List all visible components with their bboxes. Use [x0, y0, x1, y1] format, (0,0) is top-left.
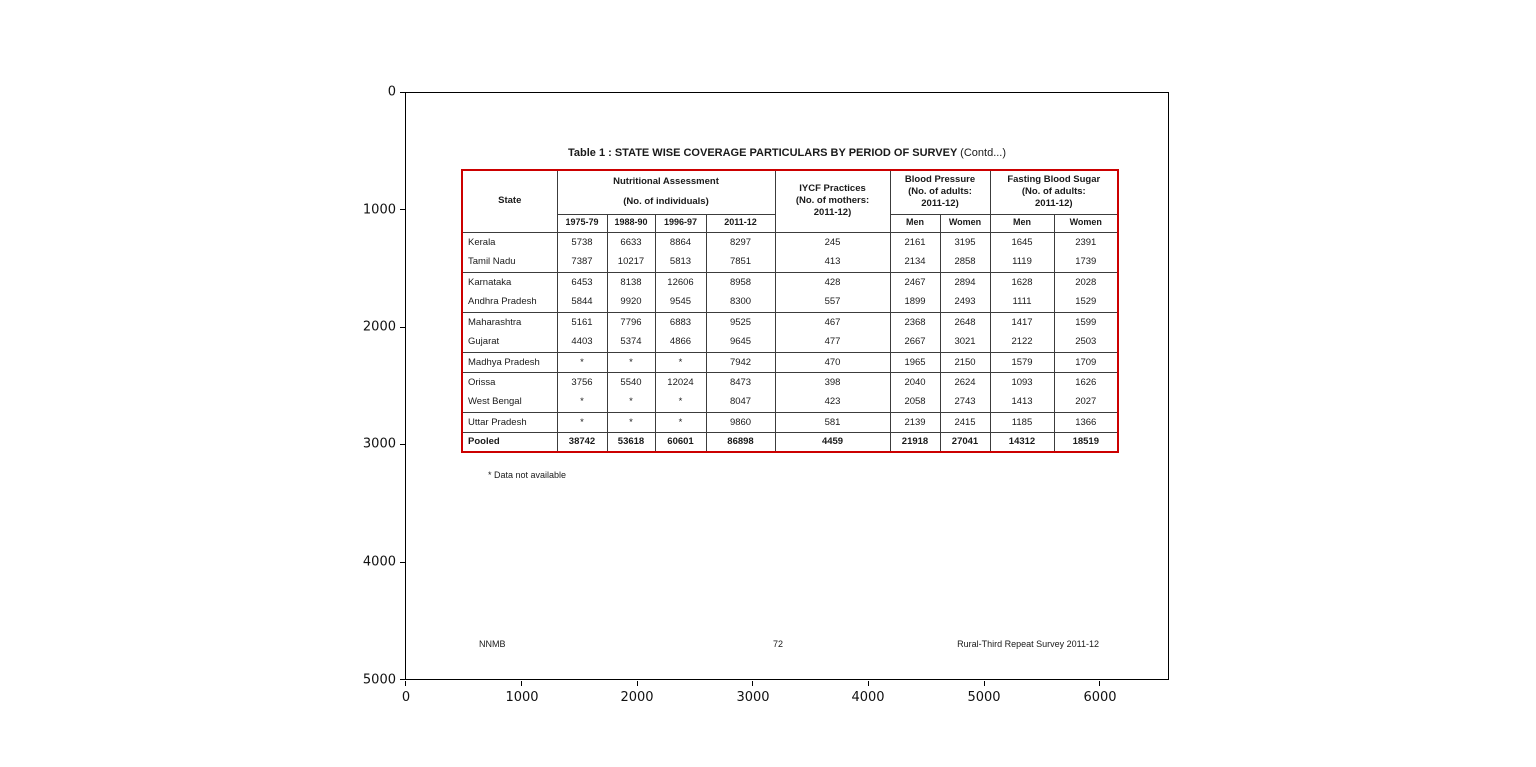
value-cell: 14312 [990, 432, 1054, 452]
col-header-iycf-practices [775, 170, 890, 232]
header-line: IYCF Practices [799, 182, 866, 194]
y-tick-mark [400, 444, 405, 445]
col-header-state: State [462, 170, 557, 232]
value-cell: 7851 [706, 252, 775, 272]
value-cell: * [607, 352, 655, 372]
value-cell: 8297 [706, 232, 775, 252]
table-row [462, 232, 1118, 252]
value-cell: 8864 [655, 232, 706, 252]
state-name-cell: Tamil Nadu [462, 252, 557, 272]
y-tick-mark [400, 327, 405, 328]
value-cell: * [557, 412, 607, 432]
value-cell: 60601 [655, 432, 706, 452]
value-cell: 2150 [940, 352, 990, 372]
state-name-cell: Orissa [462, 372, 557, 392]
value-cell: 1093 [990, 372, 1054, 392]
value-cell: 8958 [706, 272, 775, 292]
value-cell: 423 [775, 392, 890, 412]
value-cell: 6633 [607, 232, 655, 252]
table-row [462, 292, 1118, 312]
coverage-table [461, 169, 1119, 453]
value-cell: 4459 [775, 432, 890, 452]
value-cell: 1628 [990, 272, 1054, 292]
value-cell: 8047 [706, 392, 775, 412]
value-cell: * [607, 392, 655, 412]
value-cell: 477 [775, 332, 890, 352]
value-cell: 53618 [607, 432, 655, 452]
header-line: 2011-12) [921, 198, 959, 210]
x-tick-mark [521, 681, 522, 686]
value-cell: 2058 [890, 392, 940, 412]
header-line: 2011-12) [1035, 198, 1073, 210]
value-cell: 1626 [1054, 372, 1118, 392]
value-cell: 7387 [557, 252, 607, 272]
value-cell: 398 [775, 372, 890, 392]
col-header-fbs-women: Women [1054, 214, 1118, 232]
value-cell: 2648 [940, 312, 990, 332]
value-cell: 2027 [1054, 392, 1118, 412]
table-row [462, 372, 1118, 392]
x-tick-label: 1000 [505, 690, 539, 705]
table-title-suffix: (Contd...) [960, 147, 1007, 159]
x-tick-mark [637, 681, 638, 686]
value-cell: 1709 [1054, 352, 1118, 372]
col-header-fbs-men: Men [990, 214, 1054, 232]
value-cell: 1965 [890, 352, 940, 372]
x-tick-mark [752, 681, 753, 686]
value-cell: 10217 [607, 252, 655, 272]
y-tick-label: 5000 [362, 672, 396, 688]
coverage-table-body [462, 232, 1118, 452]
value-cell: * [557, 352, 607, 372]
value-cell: 1599 [1054, 312, 1118, 332]
x-tick-label: 0 [401, 690, 411, 705]
header-line: (No. of individuals) [623, 196, 709, 208]
x-tick-mark [405, 681, 406, 686]
table-row [462, 432, 1118, 452]
value-cell: 1366 [1054, 412, 1118, 432]
value-cell: 9860 [706, 412, 775, 432]
col-header-year-2011-12: 2011-12 [706, 214, 775, 232]
value-cell: 1579 [990, 352, 1054, 372]
y-tick-mark [400, 679, 405, 680]
value-cell: 12024 [655, 372, 706, 392]
state-name-cell: Kerala [462, 232, 557, 252]
value-cell: 1529 [1054, 292, 1118, 312]
y-tick-label: 2000 [362, 319, 396, 335]
value-cell: 5844 [557, 292, 607, 312]
value-cell: 1111 [990, 292, 1054, 312]
x-tick-mark [868, 681, 869, 686]
y-tick-label: 1000 [362, 202, 396, 218]
y-tick-label: 3000 [362, 436, 396, 452]
value-cell: 245 [775, 232, 890, 252]
value-cell: 2467 [890, 272, 940, 292]
value-cell: 5161 [557, 312, 607, 332]
table-row [462, 312, 1118, 332]
state-name-cell: Uttar Pradesh [462, 412, 557, 432]
col-header-nutritional-assessment [557, 170, 775, 214]
header-line: Nutritional Assessment [613, 175, 719, 187]
value-cell: 1185 [990, 412, 1054, 432]
x-tick-label: 4000 [851, 690, 885, 705]
value-cell: 7796 [607, 312, 655, 332]
value-cell: 1645 [990, 232, 1054, 252]
footer-survey-label: Rural-Third Repeat Survey 2011-12 [957, 639, 1099, 649]
value-cell: * [557, 392, 607, 412]
y-tick-mark [400, 209, 405, 210]
value-cell: 467 [775, 312, 890, 332]
y-tick-mark [400, 562, 405, 563]
value-cell: 9920 [607, 292, 655, 312]
value-cell: 6453 [557, 272, 607, 292]
y-tick-mark [400, 92, 405, 93]
value-cell: 2503 [1054, 332, 1118, 352]
footer-page-number: 72 [772, 639, 783, 649]
value-cell: 3195 [940, 232, 990, 252]
value-cell: 1413 [990, 392, 1054, 412]
col-header-year-1988-90: 1988-90 [607, 214, 655, 232]
value-cell: 7942 [706, 352, 775, 372]
value-cell: 8473 [706, 372, 775, 392]
value-cell: 86898 [706, 432, 775, 452]
value-cell: 3021 [940, 332, 990, 352]
value-cell: * [607, 412, 655, 432]
value-cell: 27041 [940, 432, 990, 452]
value-cell: 5540 [607, 372, 655, 392]
footnote: * Data not available [488, 470, 567, 480]
value-cell: 1119 [990, 252, 1054, 272]
value-cell: 4866 [655, 332, 706, 352]
table-row [462, 332, 1118, 352]
value-cell: 2894 [940, 272, 990, 292]
x-tick-label: 5000 [967, 690, 1001, 705]
table-row [462, 252, 1118, 272]
value-cell: 18519 [1054, 432, 1118, 452]
value-cell: 470 [775, 352, 890, 372]
value-cell: 413 [775, 252, 890, 272]
value-cell: 2368 [890, 312, 940, 332]
value-cell: 12606 [655, 272, 706, 292]
header-line: (No. of mothers: [795, 195, 870, 207]
state-name-cell: Madhya Pradesh [462, 352, 557, 372]
header-line: Blood Pressure [904, 173, 976, 185]
value-cell: 8300 [706, 292, 775, 312]
value-cell: 21918 [890, 432, 940, 452]
table-row [462, 412, 1118, 432]
y-tick-label: 4000 [362, 554, 396, 570]
col-header-bp-men: Men [890, 214, 940, 232]
x-tick-mark [984, 681, 985, 686]
value-cell: 557 [775, 292, 890, 312]
value-cell: 6883 [655, 312, 706, 332]
x-tick-label: 2000 [620, 690, 654, 705]
value-cell: * [655, 352, 706, 372]
value-cell: 8138 [607, 272, 655, 292]
value-cell: 38742 [557, 432, 607, 452]
state-name-cell: Andhra Pradesh [462, 292, 557, 312]
header-line: (No. of adults: [1021, 186, 1086, 198]
value-cell: 2743 [940, 392, 990, 412]
value-cell: 2858 [940, 252, 990, 272]
value-cell: 2415 [940, 412, 990, 432]
value-cell: 4403 [557, 332, 607, 352]
value-cell: 3756 [557, 372, 607, 392]
table-row [462, 272, 1118, 292]
value-cell: 1899 [890, 292, 940, 312]
value-cell: 5813 [655, 252, 706, 272]
table-title [406, 147, 1168, 159]
value-cell: 2161 [890, 232, 940, 252]
header-line: Fasting Blood Sugar [1007, 173, 1101, 185]
value-cell: 2139 [890, 412, 940, 432]
value-cell: 9525 [706, 312, 775, 332]
value-cell: 428 [775, 272, 890, 292]
x-tick-mark [1099, 681, 1100, 686]
table-row [462, 392, 1118, 412]
value-cell: 2134 [890, 252, 940, 272]
state-name-cell: West Bengal [462, 392, 557, 412]
x-tick-label: 6000 [1083, 690, 1117, 705]
value-cell: 2391 [1054, 232, 1118, 252]
state-name-cell: Karnataka [462, 272, 557, 292]
col-header-fasting-blood-sugar [990, 170, 1118, 214]
value-cell: 2028 [1054, 272, 1118, 292]
col-header-year-1975-79: 1975-79 [557, 214, 607, 232]
col-header-bp-women: Women [940, 214, 990, 232]
value-cell: 5374 [607, 332, 655, 352]
figure-plot-area [405, 92, 1169, 680]
value-cell: 2624 [940, 372, 990, 392]
value-cell: 2667 [890, 332, 940, 352]
x-tick-label: 3000 [736, 690, 770, 705]
value-cell: 581 [775, 412, 890, 432]
footer-org: NNMB [479, 639, 506, 649]
value-cell: 2493 [940, 292, 990, 312]
header-line: (No. of adults: [908, 186, 972, 198]
y-tick-label: 0 [387, 84, 396, 100]
value-cell: 2122 [990, 332, 1054, 352]
value-cell: * [655, 412, 706, 432]
state-name-cell: Maharashtra [462, 312, 557, 332]
table-row [462, 352, 1118, 372]
col-header-blood-pressure [890, 170, 990, 214]
value-cell: 9545 [655, 292, 706, 312]
value-cell: 5738 [557, 232, 607, 252]
state-name-cell: Gujarat [462, 332, 557, 352]
value-cell: 1739 [1054, 252, 1118, 272]
value-cell: 2040 [890, 372, 940, 392]
value-cell: 9645 [706, 332, 775, 352]
state-name-cell: Pooled [462, 432, 557, 452]
col-header-year-1996-97: 1996-97 [655, 214, 706, 232]
header-line: 2011-12) [813, 207, 852, 219]
value-cell: 1417 [990, 312, 1054, 332]
value-cell: * [655, 392, 706, 412]
table-title-text: Table 1 : STATE WISE COVERAGE PARTICULARS BY PERIOD OF SURVEY [567, 147, 958, 159]
